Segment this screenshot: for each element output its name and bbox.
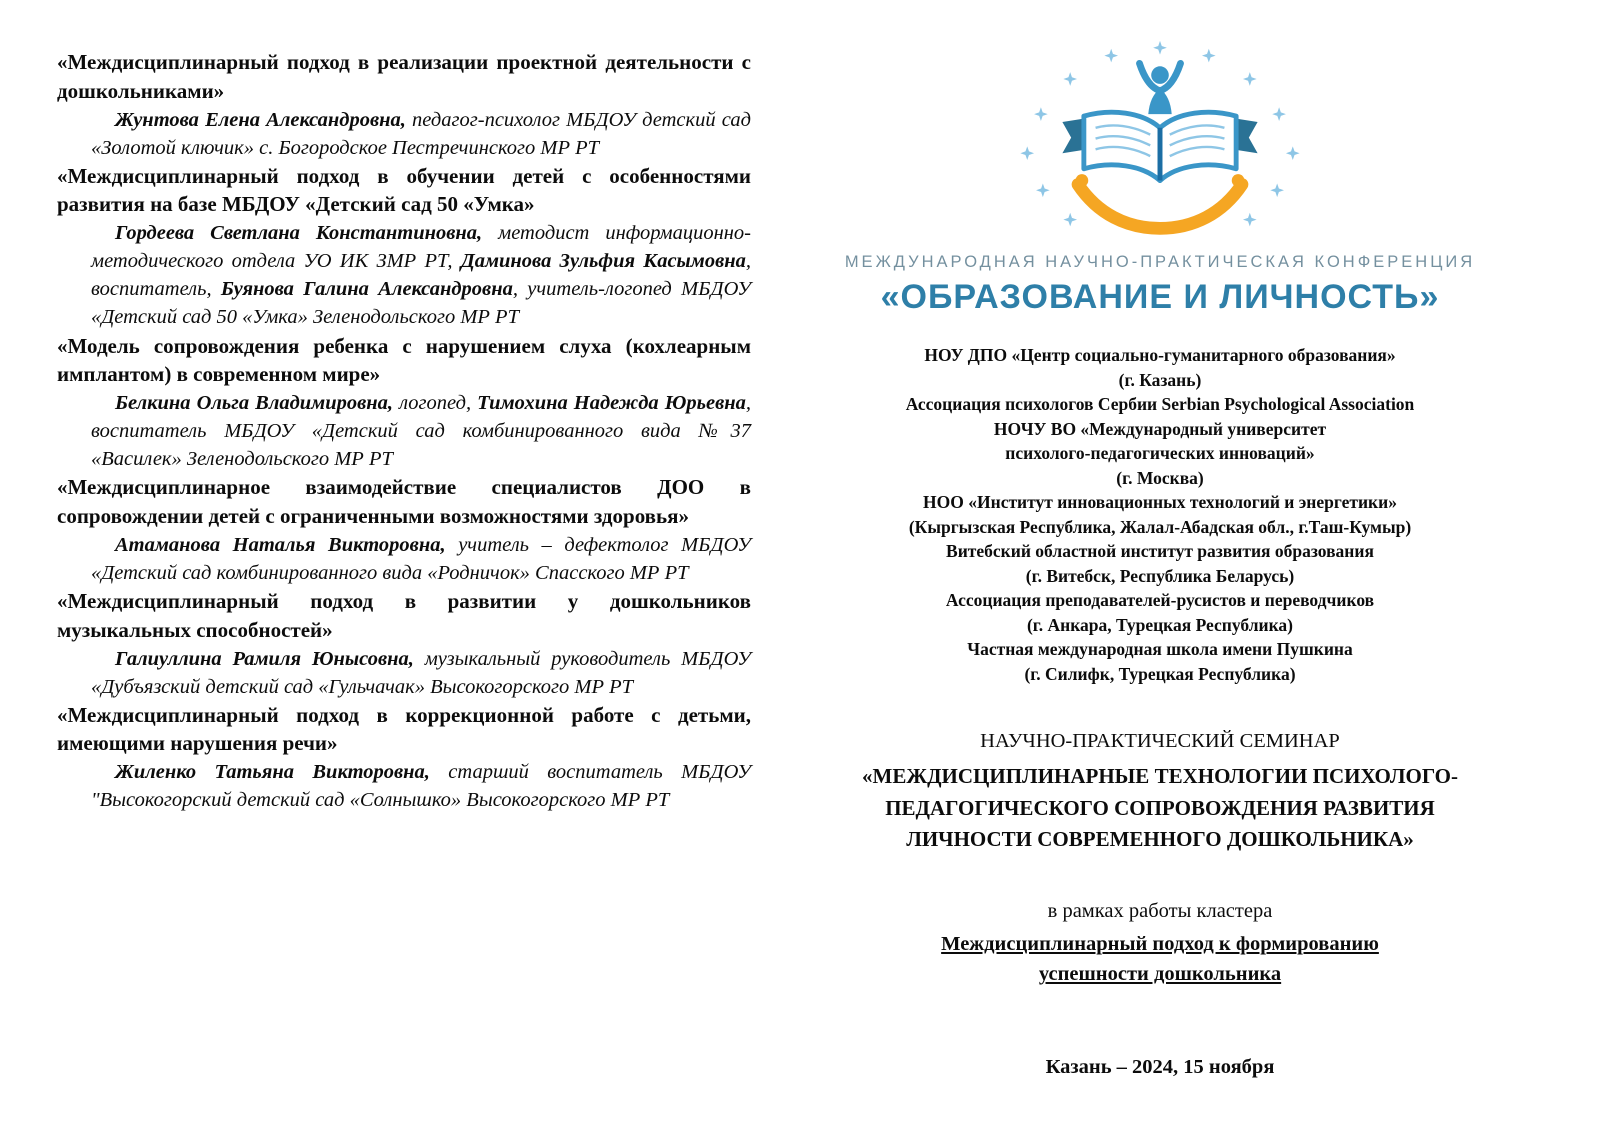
session-speakers — [91, 106, 751, 162]
organizers-list — [828, 343, 1492, 686]
speaker-role: , воспитатель, — [91, 250, 751, 301]
session-title: «Междисциплинарный подход в реализации проектной деятельности с дошкольниками» — [57, 50, 751, 103]
cluster-intro: в рамках работы кластера — [1047, 899, 1273, 922]
conference-name: «ОБРАЗОВАНИЕ И ЛИЧНОСТЬ» — [880, 278, 1440, 316]
organizer-line: НОО «Институт инновационных технологий и энергетики» — [923, 492, 1397, 512]
speaker-name: Жиленко Татьяна Викторовна, — [115, 761, 430, 784]
conference-type-label: МЕЖДУНАРОДНАЯ НАУЧНО-ПРАКТИЧЕСКАЯ КОНФЕРЕНЦИЯ — [844, 253, 1476, 271]
book-and-hands-logo-icon — [1010, 38, 1310, 243]
organizer-line: Ассоциация психологов Сербии Serbian Psychological Association — [905, 394, 1415, 414]
speaker-name: Жунтова Елена Александровна, — [115, 108, 406, 131]
session-title: «Междисциплинарный подход в обучении детей с особенностями развития на базе МБДОУ «Детский сад 50 «Умка» — [57, 163, 751, 217]
speaker-role: учитель – дефектолог МБДОУ «Детский сад комбинированного вида «Родничок» Спасского МР РТ — [91, 533, 751, 584]
organizer-line: (г. Казань) — [1118, 369, 1202, 390]
speaker-role: педагог-психолог МБДОУ детский сад «Золотой ключик» с. Богородское Пестречинского МР РТ — [91, 108, 751, 159]
session-speakers — [91, 389, 751, 473]
speaker-name: Белкина Ольга Владимировна, — [115, 392, 394, 415]
organizer-line: Ассоциация преподавателей-русистов и переводчиков — [945, 590, 1375, 610]
seminar-type-label: НАУЧНО-ПРАКТИЧЕСКИЙ СЕМИНАР — [980, 730, 1340, 752]
organizer-line: НОУ ДПО «Центр социально-гуманитарного образования» — [924, 345, 1396, 365]
session-speakers — [91, 645, 751, 701]
session-title: «Междисциплинарный подход в коррекционной работе с детьми, имеющими нарушения речи» — [57, 702, 751, 756]
speaker-role: , учитель-логопед МБДОУ «Детский сад 50 «Умка» Зеленодольского МР РТ — [91, 278, 751, 329]
session-speakers — [91, 219, 751, 331]
organizer-line: НОЧУ ВО «Международный университет — [993, 418, 1327, 439]
speaker-name: Атаманова Наталья Викторовна, — [115, 533, 446, 556]
place-and-date: Казань – 2024, 15 ноября — [1045, 1056, 1275, 1078]
organizer-line: (Кыргызская Республика, Жалал-Абадская обл., г.Таш-Кумыр) — [908, 516, 1412, 537]
speaker-name: Буянова Галина Александровна — [220, 278, 513, 301]
speaker-name: Тимохина Надежда Юрьевна — [477, 392, 746, 415]
organizer-line: психолого-педагогических инноваций» — [1005, 443, 1315, 463]
conference-logo — [1010, 38, 1310, 243]
organizer-line: (г. Анкара, Турецкая Республика) — [1026, 614, 1294, 635]
speaker-role: , воспитатель МБДОУ «Детский сад комбинированного вида №37 «Василек» Зеленодольского МР РТ — [91, 392, 751, 471]
title-page — [828, 38, 1492, 1079]
organizer-line: Частная международная школа имени Пушкина — [967, 639, 1353, 659]
speaker-name: Гордеева Светлана Константиновна, — [115, 222, 483, 245]
organizer-line: (г. Москва) — [1116, 467, 1204, 488]
organizer-line: (г. Силифк, Турецкая Республика) — [1024, 663, 1296, 684]
speaker-role: методист информационно-методического отдела УО ИК ЗМР РТ, — [91, 222, 751, 273]
session-title: «Междисциплинарный подход в развитии у дошкольников музыкальных способностей» — [57, 588, 751, 642]
organizer-line: (г. Витебск, Республика Беларусь) — [1025, 565, 1295, 586]
session-speakers — [91, 531, 751, 587]
program-list — [57, 48, 751, 814]
seminar-title: «МЕЖДИСЦИПЛИНАРНЫЕ ТЕХНОЛОГИИ ПСИХОЛОГО-ПЕДАГОГИЧЕСКОГО СОПРОВОЖДЕНИЯ РАЗВИТИЯ ЛИЧНОСТИ СОВРЕМЕННОГО ДОШКОЛЬНИКА» — [862, 764, 1458, 851]
session-title: «Модель сопровождения ребенка с нарушением слуха (кохлеарным имплантом) в современном мире» — [57, 333, 751, 387]
session-title: «Междисциплинарное взаимодействие специалистов ДОО в сопровождении детей с ограниченными возможностями здоровья» — [57, 475, 751, 529]
organizer-line: Витебский областной институт развития образования — [946, 541, 1374, 561]
speaker-name: Даминова Зульфия Касымовна — [460, 250, 746, 273]
speaker-role: логопед, — [393, 392, 478, 415]
speaker-name: Галиуллина Рамиля Юнысовна, — [115, 647, 414, 670]
speaker-role: музыкальный руководитель МБДОУ «Дубъязский детский сад «Гульчачак» Высокогорского МР РТ — [91, 647, 751, 698]
cluster-name: Междисциплинарный подход к формированию успешности дошкольника — [941, 932, 1379, 986]
speaker-role: старший воспитатель МБДОУ "Высокогорский детский сад «Солнышко» Высокогорского МР РТ — [91, 761, 751, 812]
session-speakers — [91, 758, 751, 814]
